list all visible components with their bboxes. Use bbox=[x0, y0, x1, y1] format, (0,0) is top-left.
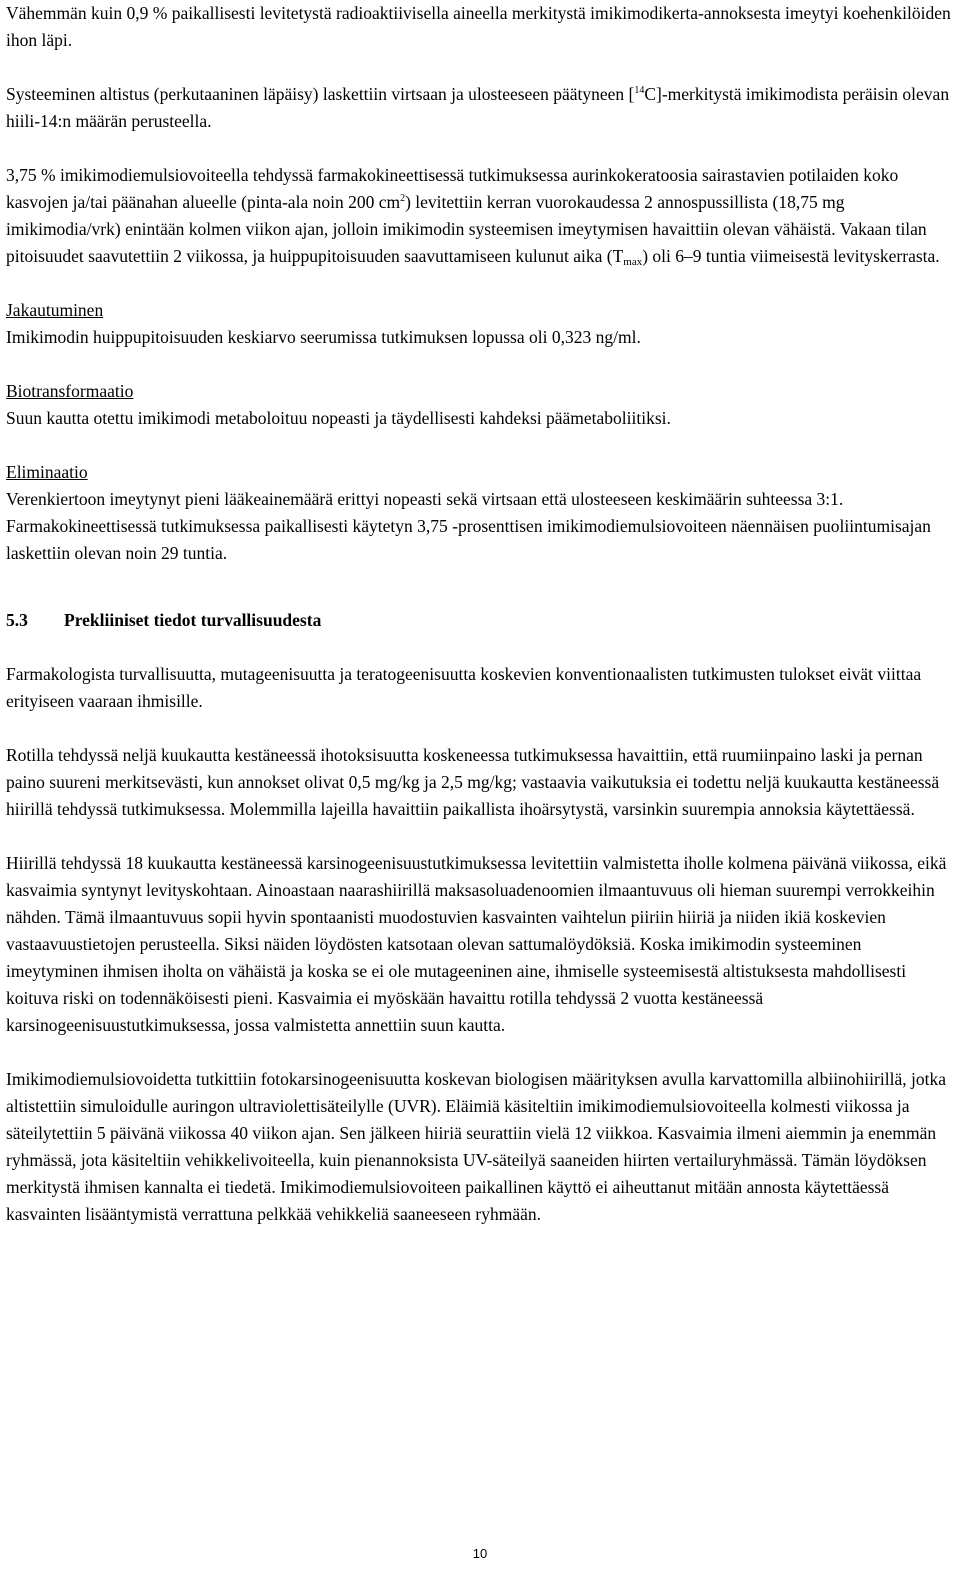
paragraph-rat-study: Rotilla tehdyssä neljä kuukautta kestäneessä ihotoksisuutta koskeneessa tutkimuksessa havaittiin, että ruumiinpaino laski ja pernan paino suureni merkitsevästi, kun annokset olivat 0,5 mg/kg ja 2,5 mg/kg; vastaavia vaikutuksia ei todettu neljä kuukautta kestäneessä hiirillä tehdyssä tutkimuksessa. Molemmilla lajeilla havaittiin paikallista ihoärsytystä, varsinkin suurempia annoksia käytettäessä. bbox=[6, 745, 940, 819]
paragraph-eliminaatio-2: Farmakokineettisessä tutkimuksessa paikallisesti käytetyn 3,75 -prosenttisen imikimodiemulsiovoiteen näennäisen puoliintumisajan laskettiin olevan noin 29 tuntia. bbox=[6, 516, 931, 563]
document-page bbox=[6, 0, 956, 1228]
paragraph-photocarcinogenicity: Imikimodiemulsiovoidetta tutkittiin fotokarsinogeenisuutta koskevan biologisen määrityksen avulla karvattomilla albiinohiirillä, jotka altistettiin simuloidulle auringon ultraviolettisäteilylle (UVR). Eläimiä käsiteltiin imikimodiemulsiovoiteella kolmesti viikossa ja säteilytettiin 5 päivänä viikossa 40 viikon ajan. Sen jälkeen hiiriä seurattiin vielä 12 viikkoa. Kasvaimia ilmeni aiemmin ja enemmän ryhmässä, jota käsiteltiin vehikkelivoiteella, kuin pienannoksista UV-säteilyä saaneiden hiirten vertailuryhmässä. Tämän löydöksen merkitystä ihmisen kannalta ei tiedetä. Imikimodiemulsiovoiteen paikallinen käyttö ei aiheuttanut mitään annosta käytettäessä kasvainten lisääntymistä verrattuna pelkkää vehikkeliä saaneeseen ryhmään. bbox=[6, 1069, 946, 1224]
paragraph-biotransformaatio: Suun kautta otettu imikimodi metaboloituu nopeasti ja täydellisesti kahdeksi päämetaboliitiksi. bbox=[6, 408, 671, 428]
subheading-jakautuminen: Jakautuminen bbox=[6, 300, 104, 320]
section-heading bbox=[6, 607, 956, 634]
section-number: 5.3 bbox=[6, 610, 28, 630]
paragraph-carcinogenicity: Hiirillä tehdyssä 18 kuukautta kestäneessä karsinogeenisuustutkimuksessa levitettiin valmistetta iholle kolmena päivänä viikossa, eikä kasvaimia syntynyt levityskohtaan. Ainoastaan naarashiirillä maksasoluadenoomien ilmaantuvuus oli hieman suurempi verrokkeihin nähden. Tämä ilmaantuvuus sopii hyvin spontaanisti muodostuvien kasvainten vaihtelun piiriin hiiriä ja niiden ikiä koskevien vastaavuustietojen perusteella. Siksi näiden löydösten katsotaan olevan sattumalöydöksiä. Koska imikimodin systeeminen imeytyminen ihmisen iholta on vähäistä ja koska se ei ole mutageeninen aine, ihmiselle systeemisestä altistuksesta mahdollisesti koituva riski on todennäköisesti pieni. Kasvaimia ei myöskään havaittu rotilla tehdyssä 2 vuotta kestäneessä karsinogeenisuustutkimuksessa, jossa valmistetta annettiin suun kautta. bbox=[6, 853, 947, 1035]
subheading-eliminaatio: Eliminaatio bbox=[6, 462, 88, 482]
paragraph-pk-study: 3,75 % imikimodiemulsiovoiteella tehdyssä farmakokineettisessä tutkimuksessa aurinkokeratoosia sairastavien potilaiden koko kasvojen ja/tai päänahan alueelle (pinta-ala noin 200 $cm^2$) levitettiin kerran vuorokaudessa 2 annospussillista (18,75 mg imikimodia/vrk) enintään kolmen viikon ajan, jolloin imikimodin systeemisen imeytymisen havaittiin olevan vähäistä. Vakaan tilan pitoisuudet saavutettiin 2 viikossa, ja huippupitoisuuden saavuttamiseen kulunut aika $(T_{max})$ oli 6–9 tuntia viimeisestä levityskerrasta. bbox=[6, 165, 940, 268]
paragraph-eliminaatio-1: Verenkiertoon imeytynyt pieni lääkeainemäärä erittyi nopeasti sekä virtsaan että ulosteeseen keskimäärin suhteessa 3:1. bbox=[6, 489, 844, 509]
paragraph-systemic-exposure: Systeeminen altistus (perkutaaninen läpäisy) laskettiin virtsaan ja ulosteeseen päätyneen [$^{14}$C]-merkitystä imikimodista peräisin olevan hiili-14:n määrän perusteella. bbox=[6, 84, 950, 131]
subheading-biotransformaatio: Biotransformaatio bbox=[6, 381, 134, 401]
page-number: 10 bbox=[472, 1546, 488, 1561]
paragraph-jakautuminen: Imikimodin huippupitoisuuden keskiarvo seerumissa tutkimuksen lopussa oli 0,323 ng/ml. bbox=[6, 327, 641, 347]
paragraph-absorption: Vähemmän kuin 0,9 % paikallisesti levitetystä radioaktiivisella aineella merkitystä imikimodikerta-annoksesta imeytyi koehenkilöiden ihon läpi. bbox=[6, 3, 951, 50]
paragraph-safety-studies: Farmakologista turvallisuutta, mutageenisuutta ja teratogeenisuutta koskevien konventionaalisten tutkimusten tulokset eivät viittaa erityiseen vaaraan ihmisille. bbox=[6, 664, 922, 711]
section-title: Prekliiniset tiedot turvallisuudesta bbox=[64, 610, 322, 630]
